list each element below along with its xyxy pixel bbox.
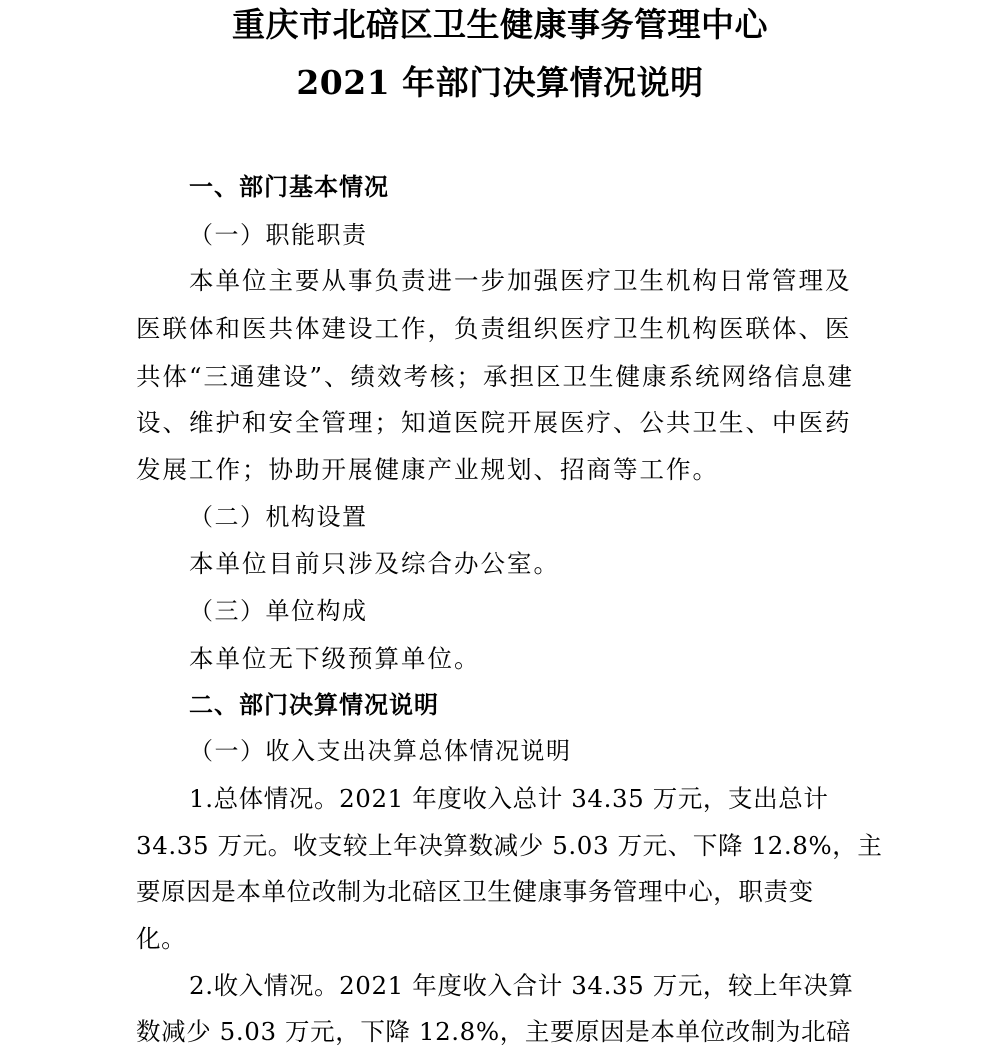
paragraph-line: 2.收入情况。2021 年度收入合计 34.35 万元，较上年决算 xyxy=(189,971,854,1000)
section-1-sub-2-heading: （二）机构设置 xyxy=(189,503,368,531)
paragraph-line: 34.35 万元。收支较上年决算数减少 5.03 万元、下降 12.8%，主 xyxy=(136,831,883,860)
paragraph-line: 1.总体情况。2021 年度收入总计 34.35 万元，支出总计 xyxy=(189,784,829,813)
paragraph-line: 发展工作；协助开展健康产业规划、招商等工作。 xyxy=(136,455,719,484)
section-2-heading: 二、部门决算情况说明 xyxy=(189,691,439,719)
paragraph-line: 本单位无下级预算单位。 xyxy=(189,644,481,673)
section-1-sub-3-heading: （三）单位构成 xyxy=(189,597,368,625)
section-2-sub-1-heading: （一）收入支出决算总体情况说明 xyxy=(189,737,572,765)
section-1-sub-1-heading: （一）职能职责 xyxy=(189,221,368,249)
document-title-line-1: 重庆市北碚区卫生健康事务管理中心 xyxy=(232,5,768,44)
paragraph-line: 要原因是本单位改制为北碚区卫生健康事务管理中心，职责变 xyxy=(136,877,814,906)
paragraph-line: 共体“三通建设”、绩效考核；承担区卫生健康系统网络信息建 xyxy=(136,362,855,391)
paragraph-line: 设、维护和安全管理；知道医院开展医疗、公共卫生、中医药 xyxy=(136,408,852,437)
paragraph-line: 医联体和医共体建设工作，负责组织医疗卫生机构医联体、医 xyxy=(136,314,852,343)
paragraph-line: 本单位主要从事负责进一步加强医疗卫生机构日常管理及 xyxy=(189,266,852,295)
document-title-line-2: 2021 年部门决算情况说明 xyxy=(296,63,704,102)
paragraph-line: 本单位目前只涉及综合办公室。 xyxy=(189,549,560,578)
paragraph-line: 数减少 5.03 万元，下降 12.8%，主要原因是本单位改制为北碚 xyxy=(136,1017,852,1046)
paragraph-line: 化。 xyxy=(136,924,187,953)
section-1-heading: 一、部门基本情况 xyxy=(189,173,389,201)
